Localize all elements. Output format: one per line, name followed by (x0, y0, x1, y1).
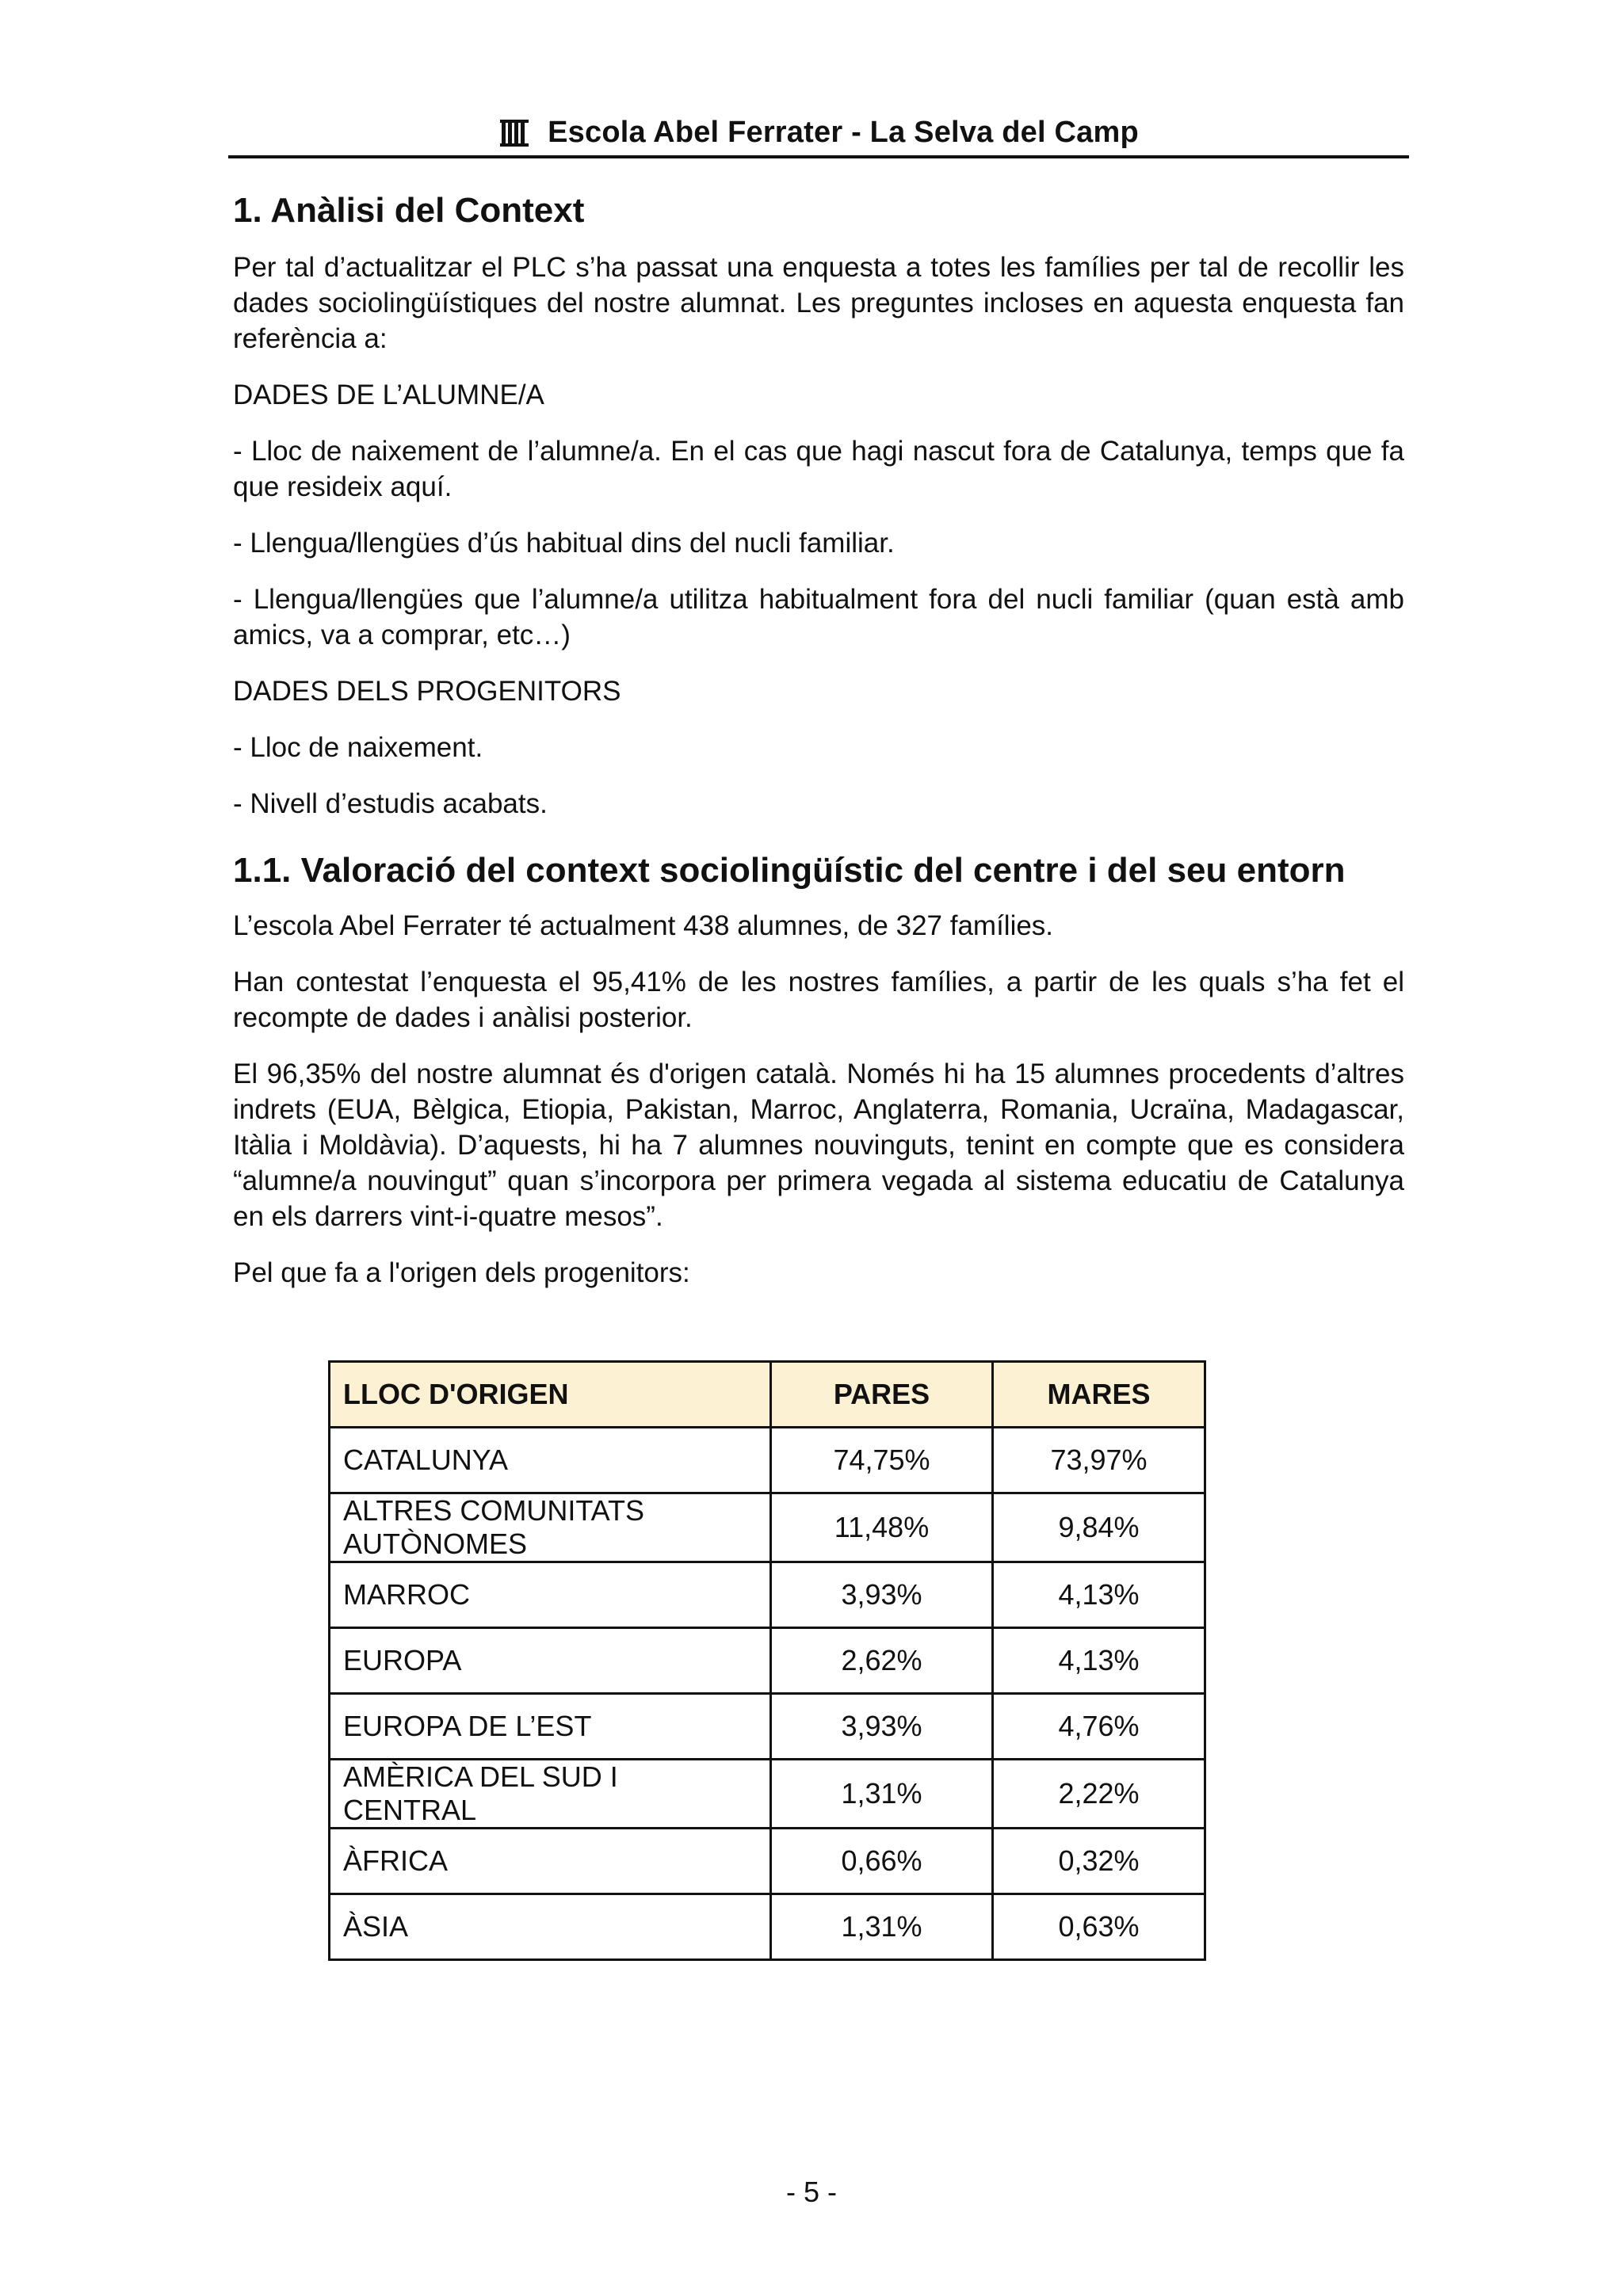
main-content (233, 190, 1404, 1311)
table-row (330, 1428, 1205, 1493)
students-count-paragraph: L’escola Abel Ferrater té actualment 438 alumnes, de 327 famílies. (233, 910, 1054, 941)
header-origin: LLOC D'ORIGEN (330, 1362, 771, 1428)
page-header (228, 109, 1409, 158)
cell-pares: 0,66% (771, 1829, 993, 1894)
cell-origin: ÀSIA (330, 1894, 771, 1960)
parents-data-heading: DADES DELS PROGENITORS (233, 675, 621, 707)
cell-origin: MARROC (330, 1562, 771, 1628)
header-title: Escola Abel Ferrater - La Selva del Camp (548, 115, 1139, 149)
cell-mares: 0,63% (993, 1894, 1205, 1960)
intro-paragraph: Per tal d’actualitzar el PLC s’ha passat una enquesta a totes les famílies per tal de recollir les dades sociolingüístiques del nostre alumnat. Les preguntes incloses en aquesta enquesta fan referència a: (233, 251, 1404, 354)
table-row (330, 1829, 1205, 1894)
cell-pares: 11,48% (771, 1493, 993, 1562)
cell-pares: 1,31% (771, 1760, 993, 1829)
origin-paragraph: El 96,35% del nostre alumnat és d'origen català. Només hi ha 15 alumnes procedents d’altres indrets (EUA, Bèlgica, Etiopia, Pakistan, Marroc, Anglaterra, Romania, Ucraïna, Madagascar, Itàlia i Moldàvia). D’aquests, hi ha 7 alumnes nouvinguts, tenint en compte que es considera “alumne/a nouvingut” quan s’incorpora per primera vegada al sistema educatiu de Catalunya en els darrers vint-i-quatre mesos”. (233, 1058, 1404, 1232)
cell-mares: 4,13% (993, 1562, 1205, 1628)
parents-item-studies: - Nivell d’estudis acabats. (233, 788, 548, 819)
origin-table (328, 1360, 1206, 1961)
page-number: - 5 - (785, 2176, 837, 2208)
cell-mares: 0,32% (993, 1829, 1205, 1894)
table-row (330, 1628, 1205, 1694)
student-item-outside-language: - Llengua/llengües que l’alumne/a utilitza habitualment fora del nucli familiar (quan està amb amics, va a comprar, etc…) (233, 583, 1404, 650)
table-row (330, 1760, 1205, 1829)
cell-pares: 74,75% (771, 1428, 993, 1493)
cell-pares: 3,93% (771, 1694, 993, 1760)
cell-mares: 4,76% (993, 1694, 1205, 1760)
cell-pares: 3,93% (771, 1562, 993, 1628)
page-header-inner (498, 116, 1139, 150)
header-mares: MARES (993, 1362, 1205, 1428)
table-header-row (330, 1362, 1205, 1428)
cell-origin: AMÈRICA DEL SUD I CENTRAL (330, 1760, 771, 1829)
cell-mares: 2,22% (993, 1760, 1205, 1829)
cell-mares: 9,84% (993, 1493, 1205, 1562)
cell-mares: 73,97% (993, 1428, 1205, 1493)
table-row (330, 1694, 1205, 1760)
table-row (330, 1562, 1205, 1628)
cell-origin: CATALUNYA (330, 1428, 771, 1493)
cell-origin: EUROPA DE L’EST (330, 1694, 771, 1760)
parents-item-birthplace: - Lloc de naixement. (233, 731, 483, 763)
cell-origin: ALTRES COMUNITATS AUTÒNOMES (330, 1493, 771, 1562)
header-pares: PARES (771, 1362, 993, 1428)
parents-origin-intro: Pel que fa a l'origen dels progenitors: (233, 1257, 690, 1288)
cell-pares: 2,62% (771, 1628, 993, 1694)
table-row (330, 1894, 1205, 1960)
cell-mares: 4,13% (993, 1628, 1205, 1694)
section-heading: 1. Anàlisi del Context (233, 191, 585, 230)
student-data-heading: DADES DE L’ALUMNE/A (233, 379, 544, 410)
cell-pares: 1,31% (771, 1894, 993, 1960)
cell-origin: ÀFRICA (330, 1829, 771, 1894)
cell-origin: EUROPA (330, 1628, 771, 1694)
subsection-heading: 1.1. Valoració del context sociolingüístic del centre i del seu entorn (233, 850, 1346, 890)
table-row (330, 1493, 1205, 1562)
student-item-birthplace: - Lloc de naixement de l’alumne/a. En el cas que hagi nascut fora de Catalunya, temps que fa que resideix aquí. (233, 435, 1404, 502)
catalan-government-logo-icon (498, 116, 530, 148)
origin-table-wrapper (328, 1360, 1206, 1961)
survey-response-paragraph: Han contestat l’enquesta el 95,41% de les nostres famílies, a partir de les quals s’ha fet el recompte de dades i anàlisi posterior. (233, 966, 1404, 1033)
student-item-home-language: - Llengua/llengües d’ús habitual dins del nucli familiar. (233, 527, 895, 559)
